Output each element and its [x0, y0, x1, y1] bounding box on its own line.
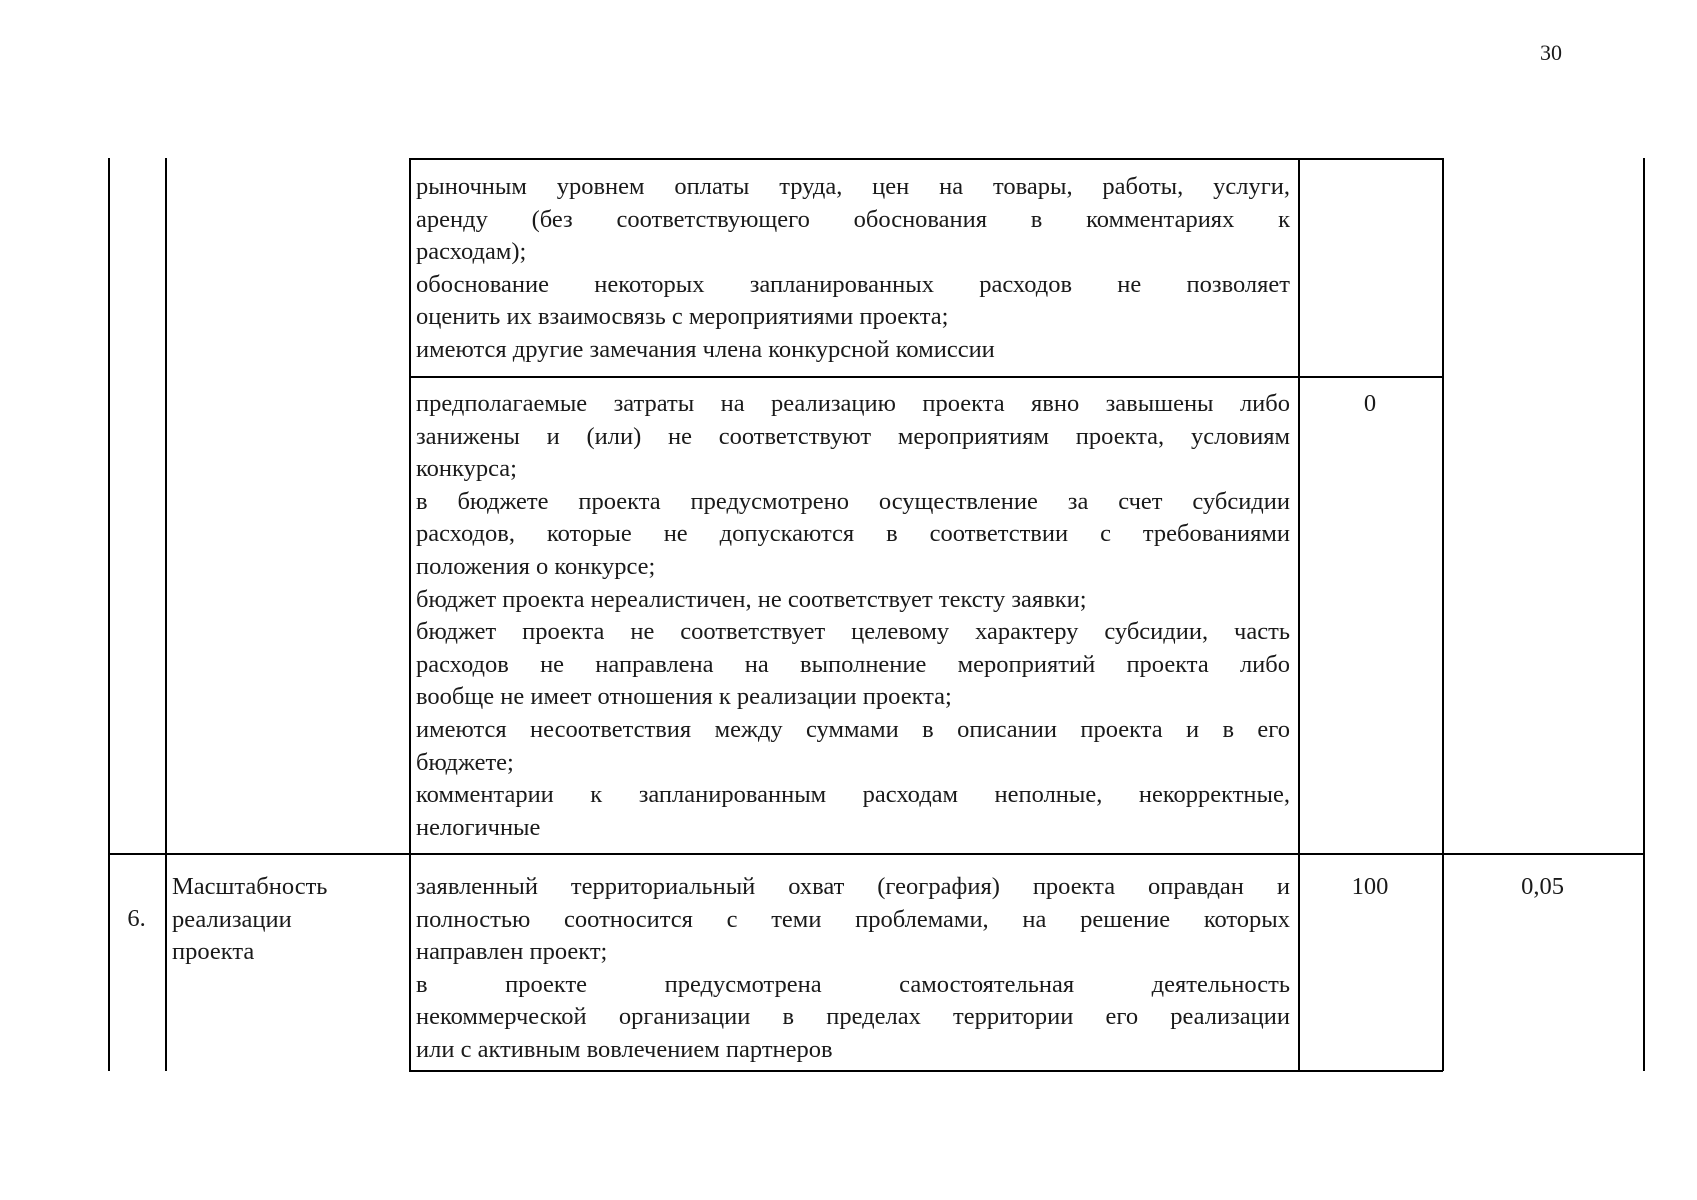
desc-line: имеются несоответствия между суммами в описании проекта и в его [416, 715, 1290, 743]
row6-criterion [172, 871, 404, 969]
desc-line: расходов, которые не допускаются в соответствии с требованиями [416, 520, 1290, 548]
desc-line: комментарии к запланированным расходам неполные, некорректные, [416, 781, 1290, 809]
desc-line: обоснование некоторых запланированных расходов не позволяет [416, 270, 1290, 298]
desc-line: аренду (без соответствующего обоснования в комментариях к [416, 205, 1290, 233]
border-num-criterion [165, 158, 167, 1071]
border-desc-score [1298, 158, 1300, 1071]
desc-line: заявленный территориальный охват (география) проекта оправдан и [416, 873, 1290, 900]
desc-line: или с активным вовлечением партнеров [416, 1035, 833, 1063]
desc-line: бюджете; [416, 748, 514, 776]
desc-line: расходам); [416, 238, 527, 266]
border-criterion-desc [409, 158, 411, 1071]
border-bottom-inner [409, 1070, 1443, 1072]
border-top-inner [409, 158, 1443, 160]
border-between-cont [409, 376, 1443, 378]
desc-line: бюджет проекта нереалистичен, не соответствует тексту заявки; [416, 585, 1087, 613]
row6-weight: 0,05 [1521, 873, 1564, 900]
row6-description [416, 871, 1290, 1067]
criterion-line: Масштабность [172, 873, 328, 900]
desc-line: расходов не направлена на выполнение мероприятий проекта либо [416, 650, 1290, 678]
page-number: 30 [1540, 40, 1562, 65]
desc-line: полностью соотносится с теми проблемами, на решение которых [416, 905, 1290, 933]
desc-line: положения о конкурсе; [416, 552, 656, 580]
desc-line: занижены и (или) не соответствуют мероприятиям проекта, условиям [416, 422, 1290, 450]
cont2-score: 0 [1363, 390, 1377, 417]
desc-line: нелогичные [416, 813, 541, 841]
desc-line: имеются другие замечания члена конкурсной комиссии [416, 335, 995, 363]
criterion-line: реализации [172, 905, 292, 933]
row6-number: 6. [127, 905, 146, 932]
desc-line: оценить их взаимосвязь с мероприятиями проекта; [416, 303, 949, 331]
row6-score: 100 [1351, 873, 1389, 900]
desc-line: конкурса; [416, 455, 517, 483]
border-score-weight [1442, 158, 1444, 1071]
desc-line: вообще не имеет отношения к реализации проекта; [416, 683, 952, 711]
desc-line: рыночным уровнем оплаты труда, цен на товары, работы, услуги, [416, 173, 1290, 200]
desc-line: предполагаемые затраты на реализацию проекта явно завышены либо [416, 390, 1290, 417]
desc-line: в бюджете проекта предусмотрено осуществление за счет субсидии [416, 487, 1290, 515]
border-row6-top [108, 853, 1645, 855]
cont1-description [416, 171, 1290, 367]
desc-line: в проекте предусмотрена самостоятельная деятельность [416, 970, 1290, 998]
criterion-line: проекта [172, 938, 255, 966]
border-right [1643, 158, 1645, 1071]
desc-line: направлен проект; [416, 938, 608, 966]
desc-line: бюджет проекта не соответствует целевому характеру субсидии, часть [416, 618, 1290, 646]
cont2-description [416, 388, 1290, 844]
desc-line: некоммерческой организации в пределах территории его реализации [416, 1003, 1290, 1031]
